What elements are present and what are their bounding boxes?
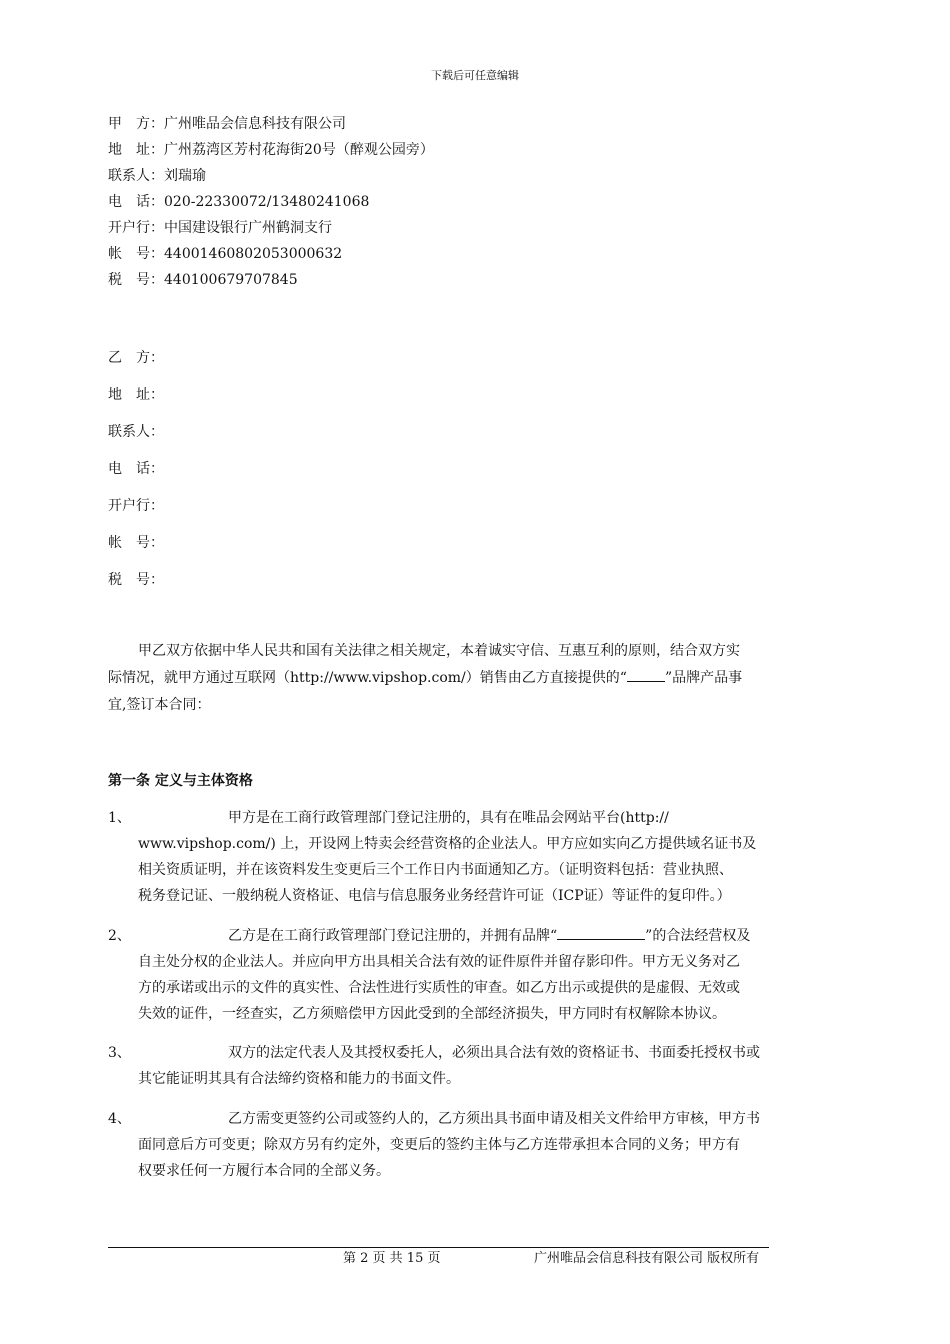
party-b-phone: 电 话： [108, 461, 164, 477]
party-b-address: 地 址： [108, 387, 164, 403]
clause-number: 1、 [108, 810, 131, 826]
intro-line: 宜,签订本合同： [108, 697, 211, 713]
clause-line: 双方的法定代表人及其授权委托人，必须出具合法有效的资格证书、书面委托授权书或 [228, 1045, 760, 1061]
party-a-contact: 联系人：刘瑞瑜 [108, 168, 206, 184]
clause-line: 相关资质证明，并在该资料发生变更后三个工作日内书面通知乙方。（证明资料包括：营业执照、 [138, 862, 733, 878]
clause-line: 失效的证件，一经查实，乙方须赔偿甲方因此受到的全部经济损失，甲方同时有权解除本协议。 [138, 1006, 726, 1022]
brand-blank [557, 927, 645, 940]
clause-line: 面同意后方可变更；除双方另有约定外，变更后的签约主体与乙方连带承担本合同的义务；甲方有 [138, 1137, 740, 1153]
party-b-name: 乙 方： [108, 350, 164, 366]
clause-line: 乙方是在工商行政管理部门登记注册的，并拥有品牌“ ”的合法经营权及 [228, 928, 751, 944]
clause-line: www.vipshop.com/) 上，开设网上特卖会经营资格的企业法人。甲方应如实向乙方提供域名证书及 [138, 836, 757, 852]
party-a-phone: 电 话：020-22330072/13480241068 [108, 194, 370, 210]
copyright-notice: 广州唯品会信息科技有限公司 版权所有 [534, 1251, 760, 1266]
clause-number: 4、 [108, 1111, 131, 1127]
footer-rule [108, 1247, 769, 1248]
brand-blank [627, 669, 665, 682]
clause-line: 方的承诺或出示的文件的真实性、合法性进行实质性的审查。如乙方出示或提供的是虚假、无效或 [138, 980, 740, 996]
clause-line: 税务登记证、一般纳税人资格证、电信与信息服务业务经营许可证（ICP证）等证件的复印件。） [138, 888, 731, 904]
article-1-title: 第一条 定义与主体资格 [108, 773, 253, 789]
clause-line: 权要求任何一方履行本合同的全部义务。 [138, 1163, 390, 1179]
clause-number: 3、 [108, 1045, 131, 1061]
party-b-tax-id: 税 号： [108, 572, 164, 588]
page-number: 第 2 页 共 15 页 [343, 1251, 441, 1266]
party-a-bank: 开户行：中国建设银行广州鹤洞支行 [108, 220, 332, 236]
party-a-account: 帐 号：44001460802053000632 [108, 246, 343, 262]
clause-line: 自主处分权的企业法人。并应向甲方出具相关合法有效的证件原件并留存影印件。甲方无义务对乙 [138, 954, 740, 970]
party-a-address: 地 址：广州荔湾区芳村花海街20号（醉观公园旁） [108, 142, 434, 158]
clause-line: 其它能证明其具有合法缔约资格和能力的书面文件。 [138, 1071, 460, 1087]
intro-line: 际情况，就甲方通过互联网（http://www.vipshop.com/）销售由乙方直接提供的“ ”品牌产品事 [108, 670, 743, 686]
party-a-name: 甲 方：广州唯品会信息科技有限公司 [108, 116, 346, 132]
party-b-contact: 联系人： [108, 424, 164, 440]
page-header: 下载后可任意编辑 [431, 69, 519, 82]
intro-line: 甲乙双方依据中华人民共和国有关法律之相关规定，本着诚实守信、互惠互利的原则，结合双方实 [138, 643, 740, 659]
clause-line: 甲方是在工商行政管理部门登记注册的，具有在唯品会网站平台(http:// [228, 810, 669, 826]
party-b-account: 帐 号： [108, 535, 164, 551]
clause-number: 2、 [108, 928, 131, 944]
party-a-tax-id: 税 号：440100679707845 [108, 272, 298, 288]
clause-line: 乙方需变更签约公司或签约人的，乙方须出具书面申请及相关文件给甲方审核，甲方书 [228, 1111, 760, 1127]
party-b-bank: 开户行： [108, 498, 164, 514]
